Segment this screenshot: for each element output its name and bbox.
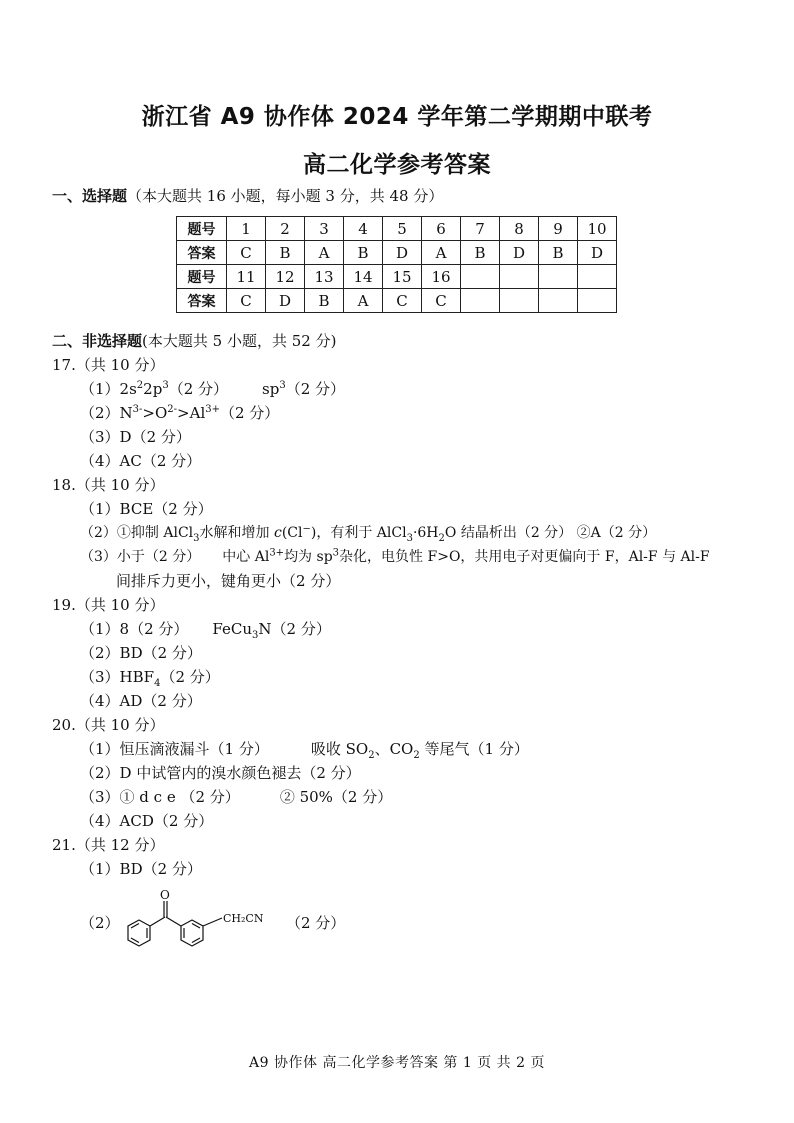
table-cell: 10 [578,217,617,241]
q21-header: 21.（共 12 分） [52,836,165,854]
table-cell: B [305,289,344,313]
q18-line2: （2）①抑制 AlCl$_3$水解和增加 c(Cl−)，有利于 $AlCl_3\cdot 6H_2O$ 结晶析出（2 分） ②A（2 分） [80,523,657,544]
table-cell: 12 [266,265,305,289]
table-cell: 6 [422,217,461,241]
q17-line1: $(1)2s^22p^3(2$ 分） $sp^3(2$ 分） [80,380,346,398]
table-cell [500,289,539,313]
q20-line1: （1）恒压滴液漏斗（1 分） 吸收 $SO_2$、$CO_2$ 等尾气（1 分） [80,740,529,761]
table-cell: 9 [539,217,578,241]
table-cell: 2 [266,217,305,241]
q20-header: 20.（共 10 分） [52,716,165,734]
chemical-structure [110,884,290,964]
row-label-question: 题号 [177,265,227,289]
table-cell: 3 [305,217,344,241]
table-cell: B [266,241,305,265]
table-cell: 5 [383,217,422,241]
table-cell: 13 [305,265,344,289]
cyanomethyl-label: CH₂CN [223,912,264,925]
table-cell [578,265,617,289]
q20-line4: （4）ACD（2 分） [80,812,214,830]
table-cell [539,265,578,289]
table-cell: 8 [500,217,539,241]
q18-line1: （1）BCE（2 分） [80,500,213,518]
table-cell: B [461,241,500,265]
table-cell: C [227,289,266,313]
table-cell: 1 [227,217,266,241]
table-cell: 11 [227,265,266,289]
table-cell: B [344,241,383,265]
q19-line3: $(3)HBF_4(2$ 分） [80,668,220,689]
table-cell [578,289,617,313]
table-cell [461,265,500,289]
table-cell: 4 [344,217,383,241]
q19-line4: （4）AD（2 分） [80,692,202,710]
table-cell [539,289,578,313]
q18-line4: 间排斥力更小，键角更小（2 分） [116,572,341,590]
table-cell [500,265,539,289]
table-cell: 7 [461,217,500,241]
table-cell: C [422,289,461,313]
section2-header: 二、非选择题(本大题共 5 小题，共 52 分) [52,332,337,350]
section1-header: 一、选择题（本大题共 16 小题，每小题 3 分，共 48 分） [52,187,444,205]
table-cell: A [305,241,344,265]
q17-line3: （3）D（2 分） [80,428,191,446]
q21-line1: （1）BD（2 分） [80,860,202,878]
q21-line2-label: （2） [80,914,120,932]
answer-table [176,216,617,313]
table-cell: C [227,241,266,265]
table-cell: D [266,289,305,313]
q19-header: 19.（共 10 分） [52,596,165,614]
table-cell: 15 [383,265,422,289]
table-cell: 16 [422,265,461,289]
q20-line3: （3）① d c e （2 分） ② 50%（2 分） [80,788,393,806]
q18-header: 18.（共 10 分） [52,476,165,494]
q18-line3: （3）小于（2 分） 中心 $Al^{3+}$均为 $sp^3$杂化，电负性 F>O，共用电子对更偏向于 F，Al-F 与 Al-F [80,547,710,565]
table-cell: D [383,241,422,265]
row-label-answer: 答案 [177,241,227,265]
table-row [177,241,617,265]
q21-line2-score: （2 分） [286,914,346,932]
answer-key-title: 高二化学参考答案 [303,152,491,178]
row-label-answer: 答案 [177,289,227,313]
table-row [177,217,617,241]
table-row [177,265,617,289]
table-cell: D [500,241,539,265]
q17-line2: $(2)N^{3-}>O^{2-}>Al^{3+}(2$ 分） [80,404,280,422]
q19-line2: （2）BD（2 分） [80,644,202,662]
table-cell: A [344,289,383,313]
exam-title: 浙江省 A9 协作体 2024 学年第二学期期中联考 [141,104,653,130]
table-cell: D [578,241,617,265]
q17-line4: （4）AC（2 分） [80,452,202,470]
table-cell: C [383,289,422,313]
carbonyl-oxygen: O [160,888,170,902]
table-cell [461,289,500,313]
table-cell: 14 [344,265,383,289]
table-cell: B [539,241,578,265]
q17-header: 17.（共 10 分） [52,356,165,374]
page-footer: A9 协作体 高二化学参考答案 第 1 页 共 2 页 [249,1055,545,1071]
q19-line1: （1）8（2 分） FeCu$_3$N（2 分） [80,620,331,641]
table-row [177,289,617,313]
table-cell: A [422,241,461,265]
row-label-question: 题号 [177,217,227,241]
q20-line2: （2）D 中试管内的溴水颜色褪去（2 分） [80,764,361,782]
